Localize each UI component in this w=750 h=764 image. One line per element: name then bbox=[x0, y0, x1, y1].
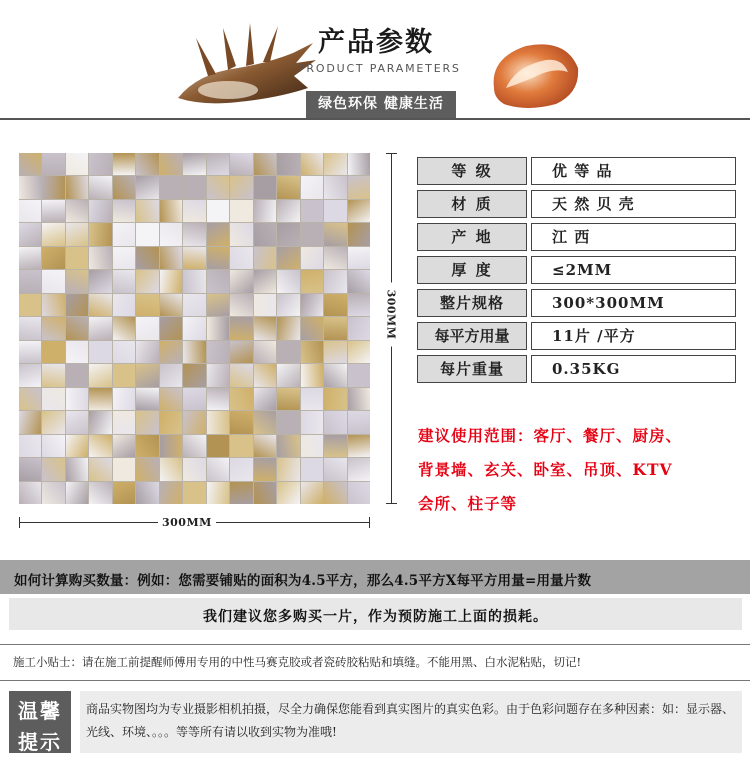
mosaic-tile bbox=[183, 341, 205, 363]
spec-row-usage-per-sqm bbox=[417, 322, 736, 350]
mosaic-tile bbox=[230, 223, 252, 245]
spec-key: 材 质 bbox=[417, 190, 527, 218]
mosaic-tile bbox=[136, 153, 158, 175]
mosaic-tile bbox=[160, 223, 182, 245]
mosaic-tile bbox=[89, 223, 111, 245]
mosaic-tile bbox=[348, 388, 370, 410]
warm-label-1: 温馨 bbox=[18, 699, 62, 723]
mosaic-tile bbox=[301, 176, 323, 198]
mosaic-tile bbox=[277, 341, 299, 363]
mosaic-tile bbox=[324, 364, 346, 386]
spec-row-grade bbox=[417, 157, 736, 185]
mosaic-tile bbox=[254, 153, 276, 175]
mosaic-tile bbox=[42, 435, 64, 457]
mosaic-tile bbox=[230, 317, 252, 339]
mosaic-tile bbox=[207, 294, 229, 316]
mosaic-tile bbox=[113, 176, 135, 198]
mosaic-tile bbox=[301, 458, 323, 480]
mosaic-tile bbox=[89, 364, 111, 386]
mosaic-tile bbox=[254, 435, 276, 457]
mosaic-tile bbox=[207, 458, 229, 480]
mosaic-tile bbox=[136, 200, 158, 222]
spec-key: 厚 度 bbox=[417, 256, 527, 284]
shell-mosaic-image bbox=[19, 153, 370, 504]
mosaic-tile bbox=[160, 341, 182, 363]
mosaic-tile bbox=[277, 223, 299, 245]
mosaic-tile bbox=[66, 364, 88, 386]
spec-key: 等 级 bbox=[417, 157, 527, 185]
mosaic-tile bbox=[348, 247, 370, 269]
mosaic-tile bbox=[254, 223, 276, 245]
mosaic-tile bbox=[136, 364, 158, 386]
mosaic-tile bbox=[42, 482, 64, 504]
mosaic-tile bbox=[254, 294, 276, 316]
mosaic-tile bbox=[19, 247, 41, 269]
mosaic-tile bbox=[19, 270, 41, 292]
spec-key: 每平方用量 bbox=[417, 322, 527, 350]
spec-row-thickness bbox=[417, 256, 736, 284]
mosaic-tile bbox=[89, 317, 111, 339]
mosaic-tile bbox=[19, 176, 41, 198]
mosaic-tile bbox=[277, 364, 299, 386]
mosaic-tile bbox=[348, 364, 370, 386]
mosaic-tile bbox=[19, 223, 41, 245]
mosaic-tile bbox=[277, 482, 299, 504]
spec-value: 优 等 品 bbox=[531, 157, 736, 185]
mosaic-tile bbox=[113, 341, 135, 363]
mosaic-tile bbox=[301, 411, 323, 433]
mosaic-tile bbox=[42, 247, 64, 269]
mosaic-tile bbox=[277, 153, 299, 175]
mosaic-tile bbox=[183, 435, 205, 457]
mosaic-tile bbox=[160, 435, 182, 457]
tip-divider-top bbox=[0, 644, 750, 645]
tip-divider-bottom bbox=[0, 680, 750, 681]
mosaic-tile bbox=[160, 176, 182, 198]
mosaic-tile bbox=[183, 247, 205, 269]
mosaic-tile bbox=[89, 388, 111, 410]
mosaic-tile bbox=[230, 364, 252, 386]
mosaic-tile bbox=[277, 317, 299, 339]
usage-line-3: 会所、柱子等 bbox=[418, 494, 518, 513]
page-title: 产品参数 bbox=[318, 27, 434, 58]
mosaic-tile bbox=[89, 482, 111, 504]
mosaic-tile bbox=[66, 176, 88, 198]
mosaic-tile bbox=[301, 200, 323, 222]
mosaic-tile bbox=[113, 153, 135, 175]
mosaic-tile bbox=[136, 411, 158, 433]
mosaic-tile bbox=[301, 270, 323, 292]
mosaic-tile bbox=[136, 341, 158, 363]
mosaic-tile bbox=[160, 200, 182, 222]
mosaic-tile bbox=[160, 270, 182, 292]
mosaic-tile bbox=[136, 223, 158, 245]
spec-value: 天 然 贝 壳 bbox=[531, 190, 736, 218]
mosaic-tile bbox=[89, 153, 111, 175]
mosaic-tile bbox=[183, 411, 205, 433]
mosaic-tile bbox=[348, 223, 370, 245]
mosaic-tile bbox=[207, 317, 229, 339]
mosaic-tile bbox=[160, 411, 182, 433]
mosaic-tile bbox=[254, 317, 276, 339]
mosaic-tile bbox=[183, 364, 205, 386]
mosaic-tile bbox=[136, 458, 158, 480]
spec-key: 整片规格 bbox=[417, 289, 527, 317]
mosaic-tile bbox=[66, 317, 88, 339]
conch-shell-icon bbox=[168, 18, 318, 118]
mosaic-tile bbox=[66, 200, 88, 222]
mosaic-tile bbox=[254, 200, 276, 222]
spec-key: 每片重量 bbox=[417, 355, 527, 383]
spec-value: 11片 /平方 bbox=[531, 322, 736, 350]
mosaic-tile bbox=[113, 200, 135, 222]
mosaic-tile bbox=[42, 458, 64, 480]
mosaic-tile bbox=[254, 176, 276, 198]
mosaic-tile bbox=[160, 294, 182, 316]
mosaic-tile bbox=[230, 435, 252, 457]
spec-value: 0.35KG bbox=[531, 355, 736, 383]
mosaic-tile bbox=[324, 270, 346, 292]
mosaic-tile bbox=[230, 153, 252, 175]
width-dimension-label: 300MM bbox=[158, 516, 216, 529]
mosaic-tile bbox=[324, 153, 346, 175]
mosaic-tile bbox=[89, 176, 111, 198]
page-subtitle: PRODUCT PARAMETERS bbox=[298, 62, 461, 75]
mosaic-tile bbox=[277, 270, 299, 292]
mosaic-tile bbox=[113, 247, 135, 269]
mosaic-tile bbox=[254, 364, 276, 386]
mosaic-tile bbox=[19, 317, 41, 339]
mosaic-tile bbox=[230, 482, 252, 504]
mosaic-tile bbox=[324, 317, 346, 339]
mosaic-tile bbox=[113, 435, 135, 457]
mosaic-tile bbox=[42, 153, 64, 175]
mosaic-tile bbox=[160, 364, 182, 386]
mosaic-tile bbox=[19, 341, 41, 363]
spec-row-weight bbox=[417, 355, 736, 383]
mosaic-tile bbox=[277, 411, 299, 433]
calc-text: 如何计算购买数量：例如：您需要铺贴的面积为4.5平方，那么4.5平方X每平方用量=用量片数 bbox=[14, 573, 592, 589]
mosaic-tile bbox=[324, 176, 346, 198]
mosaic-tile bbox=[207, 364, 229, 386]
mosaic-tile bbox=[301, 388, 323, 410]
mosaic-tile bbox=[136, 270, 158, 292]
mosaic-tile bbox=[113, 223, 135, 245]
slogan-badge: 绿色环保 健康生活 bbox=[306, 91, 456, 118]
mosaic-tile bbox=[277, 176, 299, 198]
mosaic-tile bbox=[254, 482, 276, 504]
mosaic-tile bbox=[277, 247, 299, 269]
mosaic-tile bbox=[89, 341, 111, 363]
mosaic-tile bbox=[254, 341, 276, 363]
mosaic-tile bbox=[324, 388, 346, 410]
mosaic-tile bbox=[301, 341, 323, 363]
mosaic-tile bbox=[207, 270, 229, 292]
mosaic-tile bbox=[301, 153, 323, 175]
spec-value: 江 西 bbox=[531, 223, 736, 251]
mosaic-tile bbox=[277, 200, 299, 222]
mosaic-tile bbox=[66, 458, 88, 480]
header-divider bbox=[0, 118, 750, 120]
warm-reminder-text: 商品实物图均为专业摄影相机拍摄，尽全力确保您能看到真实图片的真实色彩。由于色彩问题存在多种因素：如：显示器、光线、环境、。。。等等所有请以收到实物为准哦! bbox=[86, 702, 735, 739]
mosaic-tile bbox=[324, 200, 346, 222]
mosaic-tile bbox=[324, 411, 346, 433]
mosaic-tile bbox=[207, 411, 229, 433]
mosaic-tile bbox=[230, 388, 252, 410]
mosaic-tile bbox=[301, 294, 323, 316]
mosaic-tile bbox=[42, 411, 64, 433]
mosaic-tile bbox=[254, 411, 276, 433]
height-dimension-label: 300MM bbox=[385, 283, 398, 347]
usage-line-1: 建议使用范围：客厅、餐厅、厨房、 bbox=[418, 426, 683, 445]
mosaic-tile bbox=[324, 223, 346, 245]
mosaic-tile bbox=[183, 482, 205, 504]
mosaic-tile bbox=[301, 247, 323, 269]
mosaic-tile bbox=[348, 341, 370, 363]
mosaic-tile bbox=[324, 247, 346, 269]
mosaic-tile bbox=[19, 458, 41, 480]
mosaic-tile bbox=[230, 411, 252, 433]
mosaic-tile bbox=[113, 364, 135, 386]
mosaic-tile bbox=[183, 317, 205, 339]
spec-key: 产 地 bbox=[417, 223, 527, 251]
mosaic-tile bbox=[183, 223, 205, 245]
mosaic-tile bbox=[19, 388, 41, 410]
mosaic-tile bbox=[42, 176, 64, 198]
mosaic-tile bbox=[19, 294, 41, 316]
mosaic-tile bbox=[136, 435, 158, 457]
mosaic-tile bbox=[207, 223, 229, 245]
mosaic-tile bbox=[254, 458, 276, 480]
mosaic-tile bbox=[136, 247, 158, 269]
mosaic-tile bbox=[277, 294, 299, 316]
mosaic-tile bbox=[207, 247, 229, 269]
mosaic-tile bbox=[89, 458, 111, 480]
mosaic-tile bbox=[324, 294, 346, 316]
mosaic-tile bbox=[66, 294, 88, 316]
mosaic-tile bbox=[301, 223, 323, 245]
mosaic-tile bbox=[113, 482, 135, 504]
mosaic-tile bbox=[277, 435, 299, 457]
mosaic-tile bbox=[324, 341, 346, 363]
mosaic-tile bbox=[66, 247, 88, 269]
warm-label-2: 提示 bbox=[18, 730, 62, 754]
mosaic-tile bbox=[136, 317, 158, 339]
mosaic-tile bbox=[160, 247, 182, 269]
mosaic-tile bbox=[19, 364, 41, 386]
mosaic-tile bbox=[183, 294, 205, 316]
mosaic-tile bbox=[66, 270, 88, 292]
mosaic-tile bbox=[136, 388, 158, 410]
mosaic-tile bbox=[89, 270, 111, 292]
mosaic-tile bbox=[348, 435, 370, 457]
mosaic-tile bbox=[348, 482, 370, 504]
mosaic-tile bbox=[254, 388, 276, 410]
mosaic-tile bbox=[324, 458, 346, 480]
usage-line-2: 背景墙、玄关、卧室、吊顶、KTV bbox=[418, 460, 673, 479]
mosaic-tile bbox=[301, 435, 323, 457]
mosaic-tile bbox=[277, 458, 299, 480]
mosaic-tile bbox=[230, 294, 252, 316]
advice-text: 我们建议您多购买一片，作为预防施工上面的损耗。 bbox=[203, 609, 548, 625]
mosaic-tile bbox=[42, 294, 64, 316]
mosaic-tile bbox=[324, 435, 346, 457]
mosaic-tile bbox=[42, 317, 64, 339]
mosaic-tile bbox=[230, 247, 252, 269]
mosaic-tile bbox=[42, 341, 64, 363]
spec-row-origin bbox=[417, 223, 736, 251]
spec-row-size bbox=[417, 289, 736, 317]
mosaic-tile bbox=[183, 388, 205, 410]
mosaic-tile bbox=[66, 341, 88, 363]
mosaic-tile bbox=[207, 153, 229, 175]
mosaic-tile bbox=[113, 411, 135, 433]
mosaic-tile bbox=[207, 341, 229, 363]
mosaic-tile bbox=[66, 411, 88, 433]
mosaic-tile bbox=[207, 200, 229, 222]
mosaic-tile bbox=[113, 458, 135, 480]
spec-value: ≤2MM bbox=[531, 256, 736, 284]
mosaic-tile bbox=[277, 388, 299, 410]
mosaic-tile bbox=[19, 153, 41, 175]
mosaic-tile bbox=[113, 388, 135, 410]
mosaic-tile bbox=[113, 317, 135, 339]
mosaic-tile bbox=[324, 482, 346, 504]
mosaic-tile bbox=[42, 364, 64, 386]
mosaic-tile bbox=[183, 200, 205, 222]
mosaic-tile bbox=[183, 270, 205, 292]
mosaic-tile bbox=[348, 294, 370, 316]
mosaic-tile bbox=[136, 294, 158, 316]
mosaic-tile bbox=[348, 270, 370, 292]
mosaic-tile bbox=[160, 153, 182, 175]
mosaic-tile bbox=[89, 411, 111, 433]
mosaic-tile bbox=[183, 153, 205, 175]
mosaic-tile bbox=[254, 270, 276, 292]
mosaic-tile bbox=[89, 435, 111, 457]
mosaic-tile bbox=[89, 200, 111, 222]
mosaic-tile bbox=[19, 200, 41, 222]
mosaic-tile bbox=[160, 388, 182, 410]
mosaic-tile bbox=[301, 317, 323, 339]
mosaic-tile bbox=[42, 270, 64, 292]
mosaic-tile bbox=[42, 200, 64, 222]
mosaic-tile bbox=[230, 200, 252, 222]
mosaic-tile bbox=[160, 458, 182, 480]
mosaic-tile bbox=[19, 435, 41, 457]
mosaic-tile bbox=[207, 176, 229, 198]
mosaic-tile bbox=[301, 364, 323, 386]
mosaic-tile bbox=[207, 435, 229, 457]
mosaic-tile bbox=[19, 411, 41, 433]
mosaic-tile bbox=[66, 388, 88, 410]
mosaic-tile bbox=[230, 270, 252, 292]
mosaic-tile bbox=[348, 411, 370, 433]
mosaic-tile bbox=[136, 482, 158, 504]
mosaic-tile bbox=[89, 294, 111, 316]
mosaic-tile bbox=[207, 482, 229, 504]
mosaic-tile bbox=[66, 153, 88, 175]
spec-value: 300*300MM bbox=[531, 289, 736, 317]
mosaic-tile bbox=[183, 176, 205, 198]
mosaic-tile bbox=[160, 482, 182, 504]
mosaic-tile bbox=[348, 176, 370, 198]
mosaic-tile bbox=[89, 247, 111, 269]
mosaic-tile bbox=[230, 341, 252, 363]
mosaic-tile bbox=[136, 176, 158, 198]
mosaic-tile bbox=[348, 153, 370, 175]
helmet-shell-icon bbox=[486, 38, 582, 110]
mosaic-tile bbox=[66, 482, 88, 504]
mosaic-tile bbox=[183, 458, 205, 480]
mosaic-tile bbox=[254, 247, 276, 269]
mosaic-tile bbox=[348, 458, 370, 480]
mosaic-tile bbox=[66, 223, 88, 245]
mosaic-tile bbox=[66, 435, 88, 457]
mosaic-tile bbox=[160, 317, 182, 339]
mosaic-tile bbox=[348, 317, 370, 339]
spec-row-material bbox=[417, 190, 736, 218]
construction-tip: 施工小贴士：请在施工前提醒师傅用专用的中性马赛克胶或者瓷砖胶粘贴和填缝。不能用黑、白水泥粘贴，切记! bbox=[13, 655, 582, 669]
mosaic-tile bbox=[42, 388, 64, 410]
mosaic-tile bbox=[42, 223, 64, 245]
mosaic-tile bbox=[230, 458, 252, 480]
mosaic-tile bbox=[348, 200, 370, 222]
mosaic-tile bbox=[230, 176, 252, 198]
mosaic-tile bbox=[113, 270, 135, 292]
mosaic-tile bbox=[301, 482, 323, 504]
mosaic-tile bbox=[113, 294, 135, 316]
mosaic-tile bbox=[19, 482, 41, 504]
mosaic-tile bbox=[207, 388, 229, 410]
